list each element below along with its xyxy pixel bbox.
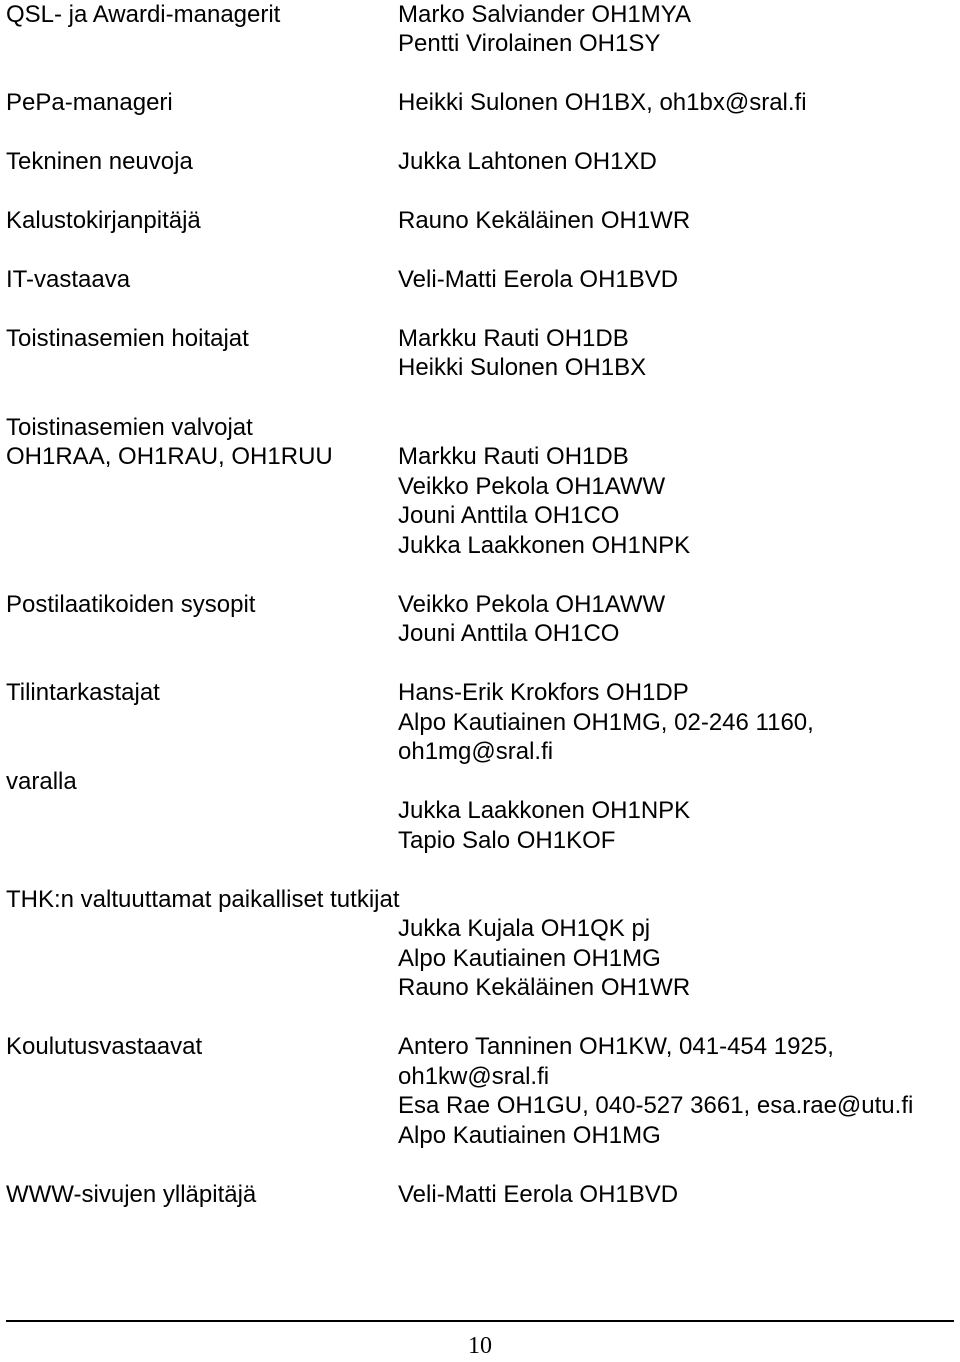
footer-divider xyxy=(6,1320,954,1322)
person-entry: Heikki Sulonen OH1BX, oh1bx@sral.fi xyxy=(398,89,807,116)
person-entry: Veli-Matti Eerola OH1BVD xyxy=(398,266,679,293)
role-repeater-callsigns: OH1RAA, OH1RAU, OH1RUU xyxy=(6,443,333,470)
role-www-maintainer: WWW-sivujen ylläpitäjä xyxy=(6,1181,257,1208)
person-entry: Veikko Pekola OH1AWW xyxy=(398,473,666,500)
role-pepa-manager: PePa-manageri xyxy=(6,89,173,116)
person-entry: Marko Salviander OH1MYA xyxy=(398,1,691,28)
person-entry: oh1mg@sral.fi xyxy=(398,738,554,765)
role-qsl-managers: QSL- ja Awardi-managerit xyxy=(6,1,281,28)
person-entry: Veli-Matti Eerola OH1BVD xyxy=(398,1181,679,1208)
person-entry: oh1kw@sral.fi xyxy=(398,1063,550,1090)
person-entry: Heikki Sulonen OH1BX xyxy=(398,354,647,381)
person-entry: Markku Rauti OH1DB xyxy=(398,443,629,470)
person-entry: Antero Tanninen OH1KW, 041-454 1925, xyxy=(398,1033,834,1060)
person-entry: Jouni Anttila OH1CO xyxy=(398,620,620,647)
role-equipment-keeper: Kalustokirjanpitäjä xyxy=(6,207,201,234)
person-entry: Alpo Kautiainen OH1MG xyxy=(398,1122,661,1149)
person-entry: Jukka Kujala OH1QK pj xyxy=(398,915,651,942)
role-training: Koulutusvastaavat xyxy=(6,1033,203,1060)
role-mailbox-sysops: Postilaatikoiden sysopit xyxy=(6,591,256,618)
person-entry: Pentti Virolainen OH1SY xyxy=(398,30,661,57)
person-entry: Jouni Anttila OH1CO xyxy=(398,502,620,529)
person-entry: Hans-Erik Krokfors OH1DP xyxy=(398,679,689,706)
person-entry: Tapio Salo OH1KOF xyxy=(398,827,616,854)
role-deputies: varalla xyxy=(6,768,77,795)
person-entry: Alpo Kautiainen OH1MG, 02-246 1160, xyxy=(398,709,814,736)
page-number: 10 xyxy=(468,1333,492,1359)
person-entry: Esa Rae OH1GU, 040-527 3661, esa.rae@utu.fi xyxy=(398,1092,914,1119)
person-entry: Jukka Lahtonen OH1XD xyxy=(398,148,657,175)
role-repeater-maintainers: Toistinasemien hoitajat xyxy=(6,325,249,352)
person-entry: Rauno Kekäläinen OH1WR xyxy=(398,207,691,234)
person-entry: Veikko Pekola OH1AWW xyxy=(398,591,666,618)
role-technical-advisor: Tekninen neuvoja xyxy=(6,148,193,175)
role-it-manager: IT-vastaava xyxy=(6,266,131,293)
person-entry: Markku Rauti OH1DB xyxy=(398,325,629,352)
person-entry: Rauno Kekäläinen OH1WR xyxy=(398,974,691,1001)
person-entry: Alpo Kautiainen OH1MG xyxy=(398,945,661,972)
role-repeater-supervisors: Toistinasemien valvojat xyxy=(6,414,253,441)
role-thk-inspectors: THK:n valtuuttamat paikalliset tutkijat xyxy=(6,886,400,913)
person-entry: Jukka Laakkonen OH1NPK xyxy=(398,532,691,559)
role-auditors: Tilintarkastajat xyxy=(6,679,160,706)
person-entry: Jukka Laakkonen OH1NPK xyxy=(398,797,691,824)
